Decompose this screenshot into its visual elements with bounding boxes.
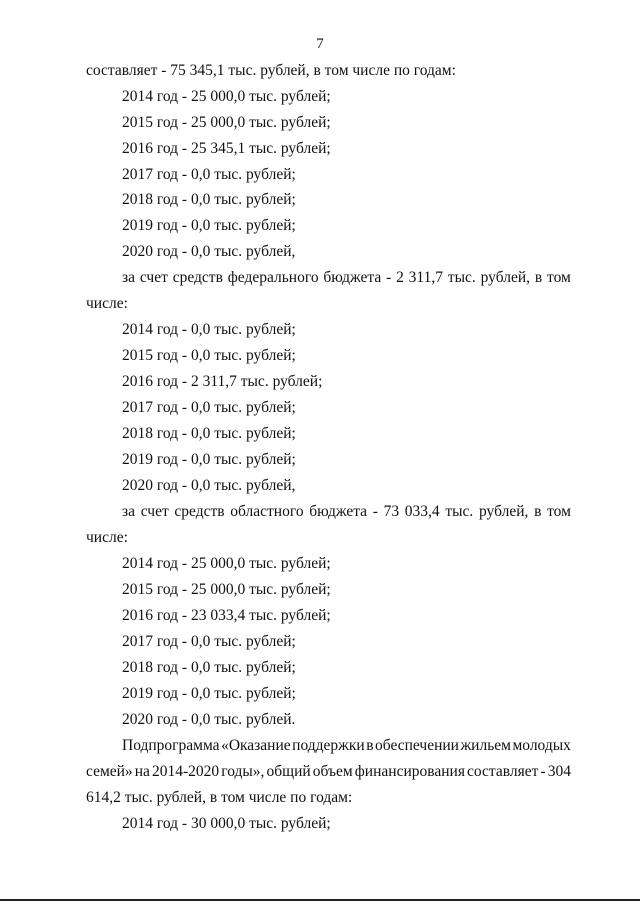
text-line: 2014 год - 25 000,0 тыс. рублей; <box>122 88 331 105</box>
word: 304 <box>547 763 571 780</box>
text-line: 2020 год - 0,0 тыс. рублей, <box>122 477 296 494</box>
word: объем <box>312 763 353 780</box>
word: - <box>372 503 378 520</box>
word: - <box>386 269 392 286</box>
word: тыс. <box>445 503 474 520</box>
text-line: 2019 год - 0,0 тыс. рублей; <box>122 685 296 702</box>
word: в <box>534 503 542 520</box>
text-line: 2017 год - 0,0 тыс. рублей; <box>122 166 296 183</box>
word: - <box>540 763 546 780</box>
text-line: 2018 год - 0,0 тыс. рублей; <box>122 191 296 208</box>
word: за <box>122 503 136 520</box>
word: тыс. <box>447 269 476 286</box>
text-line: 2014 год - 0,0 тыс. рублей; <box>122 321 296 338</box>
word: семей» <box>86 763 133 780</box>
justified-text-line <box>86 764 571 780</box>
word: жильем <box>460 737 511 754</box>
text-line: 2015 год - 25 000,0 тыс. рублей; <box>122 114 331 131</box>
word: составляет <box>467 763 539 780</box>
word: том <box>547 269 571 286</box>
text-line: 2015 год - 25 000,0 тыс. рублей; <box>122 581 331 598</box>
text-line: 2016 год - 2 311,7 тыс. рублей; <box>122 373 323 390</box>
justified-text-line <box>122 738 571 754</box>
text-line: 2016 год - 25 345,1 тыс. рублей; <box>122 140 331 157</box>
word: за <box>122 269 136 286</box>
text-line: 2020 год - 0,0 тыс. рублей. <box>122 711 296 728</box>
word: в <box>366 737 374 754</box>
text-line: 2019 год - 0,0 тыс. рублей; <box>122 451 296 468</box>
word: федерального <box>227 269 319 286</box>
text-line: составляет - 75 345,1 тыс. рублей, в том числе по годам: <box>86 62 456 79</box>
word: средств <box>172 269 223 286</box>
word: финансирования <box>354 763 465 780</box>
word: областного <box>230 503 304 520</box>
word: 033,4 <box>404 503 440 520</box>
word: бюджета <box>323 269 382 286</box>
text-line: 614,2 тыс. рублей, в том числе по годам: <box>86 789 353 806</box>
page-number: 7 <box>316 36 324 52</box>
word: молодых <box>512 737 571 754</box>
justified-text-line <box>122 504 571 520</box>
text-line: 2018 год - 0,0 тыс. рублей; <box>122 425 296 442</box>
text-line: 2020 год - 0,0 тыс. рублей, <box>122 243 296 260</box>
text-line: числе: <box>86 529 128 546</box>
word: 311,7 <box>408 269 443 286</box>
justified-text-line <box>122 270 571 286</box>
word: Подпрограмма <box>122 737 220 754</box>
text-line: 2019 год - 0,0 тыс. рублей; <box>122 217 296 234</box>
word: том <box>547 503 571 520</box>
word: поддержки <box>292 737 365 754</box>
word: средств <box>174 503 225 520</box>
text-line: 2017 год - 0,0 тыс. рублей; <box>122 633 296 650</box>
word: рублей, <box>479 503 529 520</box>
word: на <box>134 763 150 780</box>
text-line: 2015 год - 0,0 тыс. рублей; <box>122 347 296 364</box>
word: обеспечении <box>375 737 459 754</box>
text-line: числе: <box>86 295 128 312</box>
word: общий <box>266 763 311 780</box>
text-line: 2017 год - 0,0 тыс. рублей; <box>122 399 296 416</box>
word: годы», <box>221 763 265 780</box>
word: 73 <box>383 503 400 520</box>
page-bottom-rule <box>0 899 640 901</box>
word: «Оказание <box>221 737 291 754</box>
text-line: 2014 год - 30 000,0 тыс. рублей; <box>122 815 331 832</box>
text-line: 2014 год - 25 000,0 тыс. рублей; <box>122 555 331 572</box>
word: рублей, <box>480 269 531 286</box>
word: счет <box>140 503 169 520</box>
word: в <box>534 269 543 286</box>
word: бюджета <box>309 503 368 520</box>
word: 2014-2020 <box>152 763 220 780</box>
text-line: 2016 год - 23 033,4 тыс. рублей; <box>122 607 331 624</box>
word: 2 <box>396 269 404 286</box>
word: счет <box>139 269 168 286</box>
text-line: 2018 год - 0,0 тыс. рублей; <box>122 659 296 676</box>
